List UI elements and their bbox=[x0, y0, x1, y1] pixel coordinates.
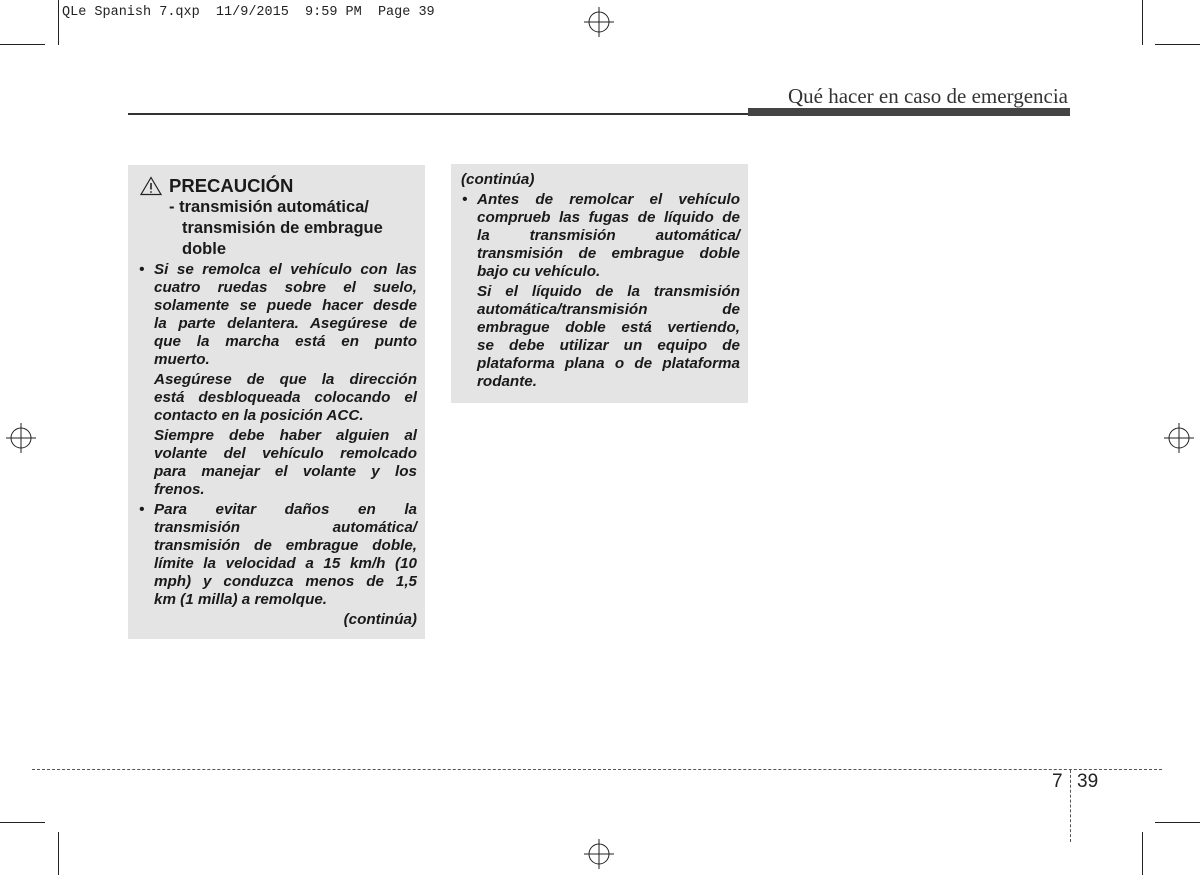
text-line: Para evitar daños en la bbox=[154, 501, 417, 518]
text-line: Siempre debe haber alguien al bbox=[154, 427, 417, 444]
continued-note bbox=[461, 171, 534, 189]
text-line: Asegúrese de que la dirección bbox=[154, 371, 417, 388]
caution-subtitle-line: - transmisión automática/ bbox=[169, 198, 369, 216]
crop-mark bbox=[0, 822, 45, 823]
paragraph bbox=[477, 283, 740, 391]
bullet-paragraph bbox=[139, 501, 417, 609]
crop-mark bbox=[1142, 0, 1143, 45]
footer-dashed-rule bbox=[32, 769, 1162, 770]
text-line: se debe utilizar un equipo de bbox=[477, 337, 740, 354]
text-line: transmisión automática/ bbox=[154, 519, 417, 536]
text-line: cuatro ruedas sobre el suelo, bbox=[154, 279, 417, 296]
continued-label: (continúa) bbox=[343, 611, 417, 628]
paragraph bbox=[154, 371, 417, 425]
text-line: que la marcha está en punto bbox=[154, 333, 417, 350]
text-line: comprueb las fugas de líquido de bbox=[477, 209, 740, 226]
continued-label: (continúa) bbox=[461, 171, 535, 188]
text-line: embrague doble está vertiendo, bbox=[477, 319, 740, 336]
caution-title: PRECAUCIÓN bbox=[169, 175, 294, 196]
text-line: Si el líquido de la transmisión bbox=[477, 283, 740, 300]
text-line: km (1 milla) a remolque. bbox=[154, 591, 328, 608]
header-rule bbox=[128, 113, 748, 115]
text-line: mph) y conduzca menos de 1,5 bbox=[154, 573, 417, 590]
text-line: para manejar el volante y los bbox=[154, 463, 417, 480]
text-line: plataforma plana o de plataforma bbox=[477, 355, 740, 372]
text-line: límite la velocidad a 15 km/h (10 bbox=[154, 555, 417, 572]
paragraph bbox=[154, 427, 417, 499]
registration-mark-icon bbox=[584, 7, 614, 37]
bullet-marker: • bbox=[462, 191, 468, 208]
bullet-marker: • bbox=[139, 261, 145, 278]
text-line: está desbloqueada colocando el bbox=[154, 389, 417, 406]
text-line: la parte delantera. Asegúrese de bbox=[154, 315, 417, 332]
bullet-paragraph bbox=[139, 261, 417, 369]
warning-triangle-icon bbox=[140, 176, 162, 196]
crop-mark bbox=[0, 44, 45, 45]
text-line: rodante. bbox=[477, 373, 537, 390]
text-line: volante del vehículo remolcado bbox=[154, 445, 417, 462]
chapter-title: Qué hacer en caso de emergencia bbox=[787, 84, 1068, 108]
chapter-number: 7 bbox=[1052, 771, 1063, 792]
crop-mark bbox=[58, 0, 59, 45]
page-number: 39 bbox=[1077, 771, 1099, 792]
continued-note bbox=[154, 611, 417, 629]
registration-mark-icon bbox=[6, 423, 36, 453]
text-line: frenos. bbox=[154, 481, 205, 498]
text-line: bajo cu vehículo. bbox=[477, 263, 601, 280]
bullet-marker: • bbox=[139, 501, 145, 518]
caution-box bbox=[128, 165, 425, 639]
caution-continued-box bbox=[451, 164, 748, 403]
registration-mark-icon bbox=[1164, 423, 1194, 453]
text-line: contacto en la posición ACC. bbox=[154, 407, 364, 424]
footer-dashed-divider bbox=[1070, 770, 1071, 842]
registration-mark-icon bbox=[584, 839, 614, 869]
text-line: solamente se puede hacer desde bbox=[154, 297, 417, 314]
text-line: Si se remolca el vehículo con las bbox=[154, 261, 417, 278]
text-line: transmisión de embrague doble, bbox=[154, 537, 417, 554]
caution-subtitle-line: transmisión de embrague bbox=[182, 219, 383, 237]
crop-mark bbox=[1155, 44, 1200, 45]
text-line: la transmisión automática/ bbox=[477, 227, 740, 244]
text-line: muerto. bbox=[154, 351, 210, 368]
crop-mark bbox=[1155, 822, 1200, 823]
caution-subtitle bbox=[169, 197, 409, 260]
bullet-paragraph bbox=[462, 191, 740, 281]
print-slug: QLe Spanish 7.qxp 11/9/2015 9:59 PM Page 39 bbox=[62, 5, 435, 20]
header-rule-bar bbox=[748, 108, 1070, 116]
text-line: automática/transmisión de bbox=[477, 301, 740, 318]
text-line: transmisión de embrague doble bbox=[477, 245, 740, 262]
caution-subtitle-line: doble bbox=[182, 240, 226, 258]
crop-mark bbox=[58, 832, 59, 875]
crop-mark bbox=[1142, 832, 1143, 875]
text-line: Antes de remolcar el vehículo bbox=[477, 191, 740, 208]
